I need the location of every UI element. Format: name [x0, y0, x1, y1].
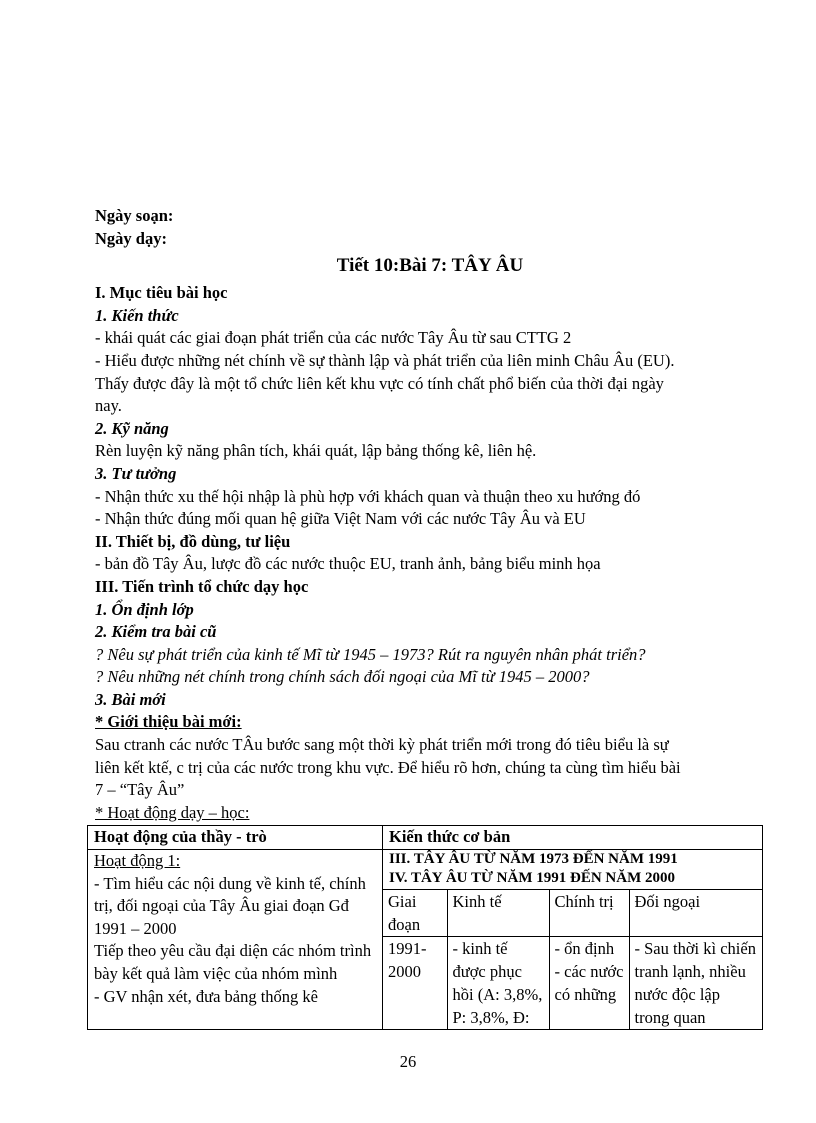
header-period: Giai đoạn — [383, 890, 447, 937]
section-process-heading: III. Tiến trình tổ chức dạy học — [95, 576, 309, 596]
thought-line: - Nhận thức đúng mối quan hệ giữa Việt Nam với các nước Tây Âu và EU — [95, 509, 586, 529]
new-lesson-heading: 3. Bài mới — [95, 689, 166, 709]
skills-line: Rèn luyện kỹ năng phân tích, khái quát, lập bảng thống kê, liên hệ. — [95, 441, 537, 461]
skills-heading: 2. Kỹ năng — [95, 418, 169, 438]
header-economy: Kinh tế — [447, 890, 549, 937]
cell-politics: - ổn định - các nước có những — [549, 937, 629, 1030]
section-iv-heading: IV. TÂY ÂU TỪ NĂM 1991 ĐẾN NĂM 2000 — [389, 870, 675, 887]
cell-period: 1991-2000 — [383, 937, 447, 1030]
section-iii-heading: III. TÂY ÂU TỪ NĂM 1973 ĐẾN NĂM 1991 — [389, 851, 678, 868]
page-number: 26 — [399, 1052, 417, 1071]
activity-title: Hoạt động 1: — [94, 851, 181, 871]
activity-heading: * Hoạt động dạy – học: — [95, 802, 250, 822]
intro-line: Sau ctranh các nước TÂu bước sang một thời kỳ phát triển mới trong đó tiêu biểu là sự — [95, 735, 669, 755]
period-summary-table — [383, 889, 762, 1029]
teacher-student-header: Hoạt động của thầy - trò — [88, 826, 383, 850]
cell-foreign: - Sau thời kì chiến tranh lạnh, nhiều nước độc lập trong quan — [629, 937, 762, 1030]
teach-date-label: Ngày dạy: — [95, 228, 167, 248]
header-politics: Chính trị — [549, 890, 629, 937]
activity-line: Tiếp theo yêu cầu đại diện các nhóm trình bày kết quả làm việc của nhóm mình — [94, 941, 372, 983]
activity-line: - Tìm hiểu các nội dung về kinh tế, chính trị, đối ngoại của Tây Âu giai đoạn Gđ 1991 – 2000 — [94, 873, 366, 938]
activity-line: - GV nhận xét, đưa bảng thống kê — [94, 986, 319, 1006]
lesson-title: Tiết 10:Bài 7: TÂY ÂU — [336, 255, 524, 277]
activity-cell — [88, 850, 383, 1030]
equipment-line: - bản đồ Tây Âu, lược đồ các nước thuộc EU, tranh ảnh, bảng biểu minh họa — [95, 554, 601, 574]
knowledge-line: nay. — [95, 396, 122, 416]
question-line: ? Nêu sự phát triển của kinh tế Mĩ từ 1945 – 1973? Rút ra nguyên nhân phát triển? — [95, 644, 646, 664]
question-line: ? Nêu những nét chính trong chính sách đối ngoại của Mĩ từ 1945 – 2000? — [95, 667, 590, 687]
cell-economy: - kinh tế được phục hồi (A: 3,8%, P: 3,8%, Đ: — [447, 937, 549, 1030]
thought-line: - Nhận thức xu thế hội nhập là phù hợp với khách quan và thuận theo xu hướng đó — [95, 486, 641, 506]
intro-line: 7 – “Tây Âu” — [95, 780, 185, 800]
knowledge-line: Thấy được đây là một tổ chức liên kết khu vực có tính chất phổ biến của thời đại ngày — [95, 373, 664, 393]
knowledge-line: - khái quát các giai đoạn phát triển của các nước Tây Âu từ sau CTTG 2 — [95, 328, 572, 348]
thought-heading: 3. Tư tưởng — [95, 463, 177, 483]
stable-class-heading: 1. Ổn định lớp — [95, 599, 194, 619]
section-equipment-heading: II. Thiết bị, đồ dùng, tư liệu — [95, 531, 291, 551]
header-foreign: Đối ngoại — [629, 890, 762, 937]
knowledge-heading: 1. Kiến thức — [95, 305, 179, 325]
intro-line: liên kết ktế, c trị của các nước trong khu vực. Để hiểu rõ hơn, chúng ta cùng tìm hiểu bài — [95, 757, 681, 777]
check-homework-heading: 2. Kiểm tra bài cũ — [95, 622, 217, 642]
basic-knowledge-header: Kiến thức cơ bản — [383, 826, 763, 850]
knowledge-line: - Hiểu được những nét chính về sự thành lập và phát triển của liên minh Châu Âu (EU). — [95, 350, 675, 370]
knowledge-cell — [383, 850, 763, 1030]
prep-date-label: Ngày soạn: — [95, 206, 174, 225]
lesson-table — [87, 825, 763, 1030]
section-objectives-heading: I. Mục tiêu bài học — [95, 283, 228, 303]
intro-heading: * Giới thiệu bài mới: — [95, 712, 242, 732]
document-page — [95, 205, 765, 1030]
